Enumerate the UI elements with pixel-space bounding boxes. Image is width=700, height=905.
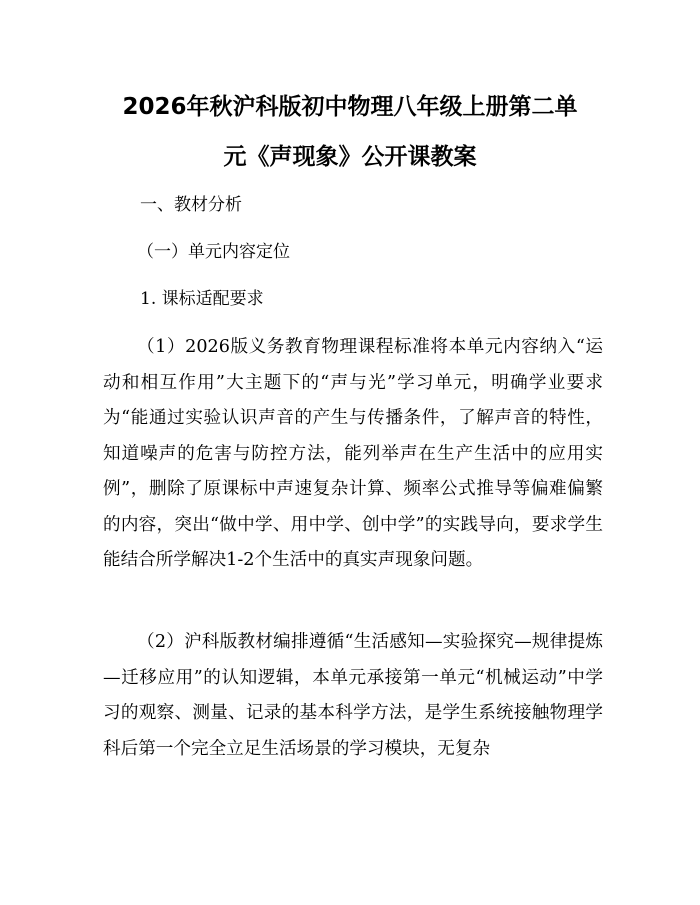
body-paragraph-1: （1）2026版义务教育物理课程标准将本单元内容纳入“运动和相互作用”大主题下的“声与光”学习单元，明确学业要求为“能通过实验认识声音的产生与传播条件，了解声音的特性，知道噪声的危害与防控方法，能列举声在生产生活中的应用实例”，删除了原课标中声速复杂计算、频率公式推导等偏难偏繁的内容，突出“做中学、用中学、创中学”的实践导向，要求学生能结合所学解决1-2个生活中的真实声现象问题。	[103, 337, 603, 570]
document-title-line-1: 2026年秋沪科版初中物理八年级上册第二单	[122, 94, 578, 120]
body-paragraph-2: （2）沪科版教材编排遵循“生活感知—实验探究—规律提炼—迁移应用”的认知逻辑，本单元承接第一单元“机械运动”中学习的观察、测量、记录的基本科学方法，是学生系统接触物理学科后第一个完全立足生活场景的学习模块，无复杂	[103, 632, 603, 759]
subsection-heading: （一）单元内容定位	[137, 242, 290, 262]
section-heading: 一、教材分析	[140, 195, 242, 215]
document-title-line-2: 元《声现象》公开课教案	[223, 144, 477, 170]
item-heading: 1. 课标适配要求	[140, 289, 264, 309]
